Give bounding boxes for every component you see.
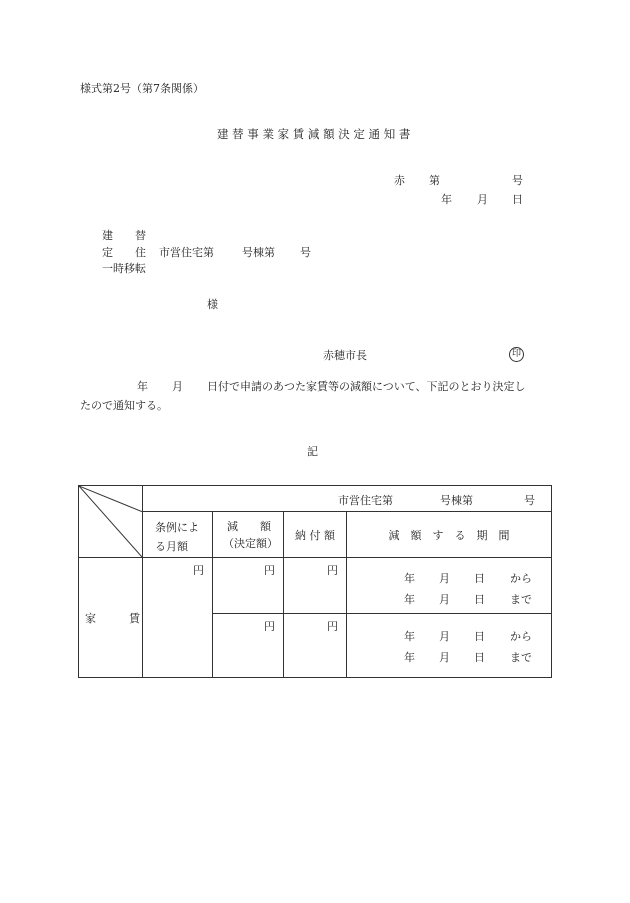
payment-cell-1[interactable] (284, 558, 347, 614)
recipient-settle: 定 住 (102, 246, 146, 259)
ordinance-rent-cell[interactable] (143, 558, 213, 678)
period-from: から (510, 572, 532, 585)
honorific: 様 (207, 298, 218, 311)
reduction-cell-1[interactable] (213, 558, 284, 614)
period-cell-2[interactable] (347, 614, 552, 678)
col2-line2: （決定額） (223, 537, 278, 550)
col-header-ordinance-rent (143, 512, 213, 558)
diagonal-lines-icon (79, 486, 142, 557)
doc-number-go: 号 (512, 174, 523, 187)
period-to: まで (510, 651, 532, 664)
period-day: 日 (474, 593, 485, 606)
period-to: まで (510, 593, 532, 606)
period-month: 月 (439, 572, 450, 585)
period-month: 月 (439, 651, 450, 664)
rent-label: 家 賃 (85, 611, 140, 625)
body-month: 月 (172, 380, 183, 393)
period-to-row (347, 647, 551, 668)
period-cell-1[interactable] (347, 558, 552, 614)
doc-number-dai: 第 (429, 174, 440, 187)
body-year: 年 (137, 380, 148, 393)
address-header-2: 号棟第 (440, 494, 473, 507)
form-number: 様式第2号（第7条関係） (80, 82, 204, 95)
row-label-rent (79, 558, 143, 678)
period-day: 日 (474, 630, 485, 643)
col1-line2: る月額 (155, 540, 188, 553)
recipient-temp-move: 一時移転 (102, 262, 146, 275)
period-from-row (347, 626, 551, 647)
yen-unit: 円 (264, 564, 275, 577)
document-title: 建 替 事 業 家 賃 減 額 決 定 通 知 書 (217, 127, 411, 141)
yen-unit: 円 (193, 564, 204, 577)
yen-unit: 円 (327, 620, 338, 633)
period-to-row (347, 589, 551, 610)
issuer-name: 赤穂市長 (323, 349, 367, 362)
address-header-1: 市営住宅第 (338, 494, 393, 507)
period-from-row (347, 568, 551, 589)
period-day: 日 (474, 572, 485, 585)
seal-icon: 印 (509, 347, 524, 362)
address-header-3: 号 (524, 494, 535, 507)
recipient-addr-1: 市営住宅第 (159, 246, 214, 259)
body-text-2: たので通知する。 (80, 399, 168, 412)
payment-cell-2[interactable] (284, 614, 347, 678)
recipient-rebuild: 建 替 (102, 229, 146, 242)
ki-heading: 記 (307, 445, 318, 458)
date-year: 年 (441, 193, 452, 206)
period-year: 年 (404, 630, 415, 643)
date-month: 月 (477, 193, 488, 206)
col1-line1: 条例によ (155, 521, 199, 534)
col-header-payment (284, 512, 347, 558)
period-day: 日 (474, 651, 485, 664)
period-year: 年 (404, 572, 415, 585)
rent-reduction-table (78, 485, 552, 678)
date-day: 日 (512, 193, 523, 206)
recipient-addr-2: 号棟第 (242, 246, 275, 259)
doc-number-prefix: 赤 (394, 174, 405, 187)
address-header-cell (143, 486, 552, 512)
reduction-cell-2[interactable] (213, 614, 284, 678)
col4-label: 減 額 す る 期 間 (388, 528, 510, 542)
yen-unit: 円 (327, 564, 338, 577)
diagonal-header-cell (79, 486, 143, 558)
period-from: から (510, 630, 532, 643)
recipient-addr-3: 号 (300, 246, 311, 259)
seal-mark (509, 346, 524, 362)
col-header-reduction (213, 512, 284, 558)
period-year: 年 (404, 593, 415, 606)
period-month: 月 (439, 630, 450, 643)
col2-line1: 減 額 (227, 520, 271, 533)
period-year: 年 (404, 651, 415, 664)
period-month: 月 (439, 593, 450, 606)
col3-label: 納 付 額 (295, 528, 335, 542)
body-text-1: 日付で申請のあつた家賃等の減額について、下記のとおり決定し (207, 380, 526, 393)
yen-unit: 円 (264, 620, 275, 633)
col-header-period (347, 512, 552, 558)
